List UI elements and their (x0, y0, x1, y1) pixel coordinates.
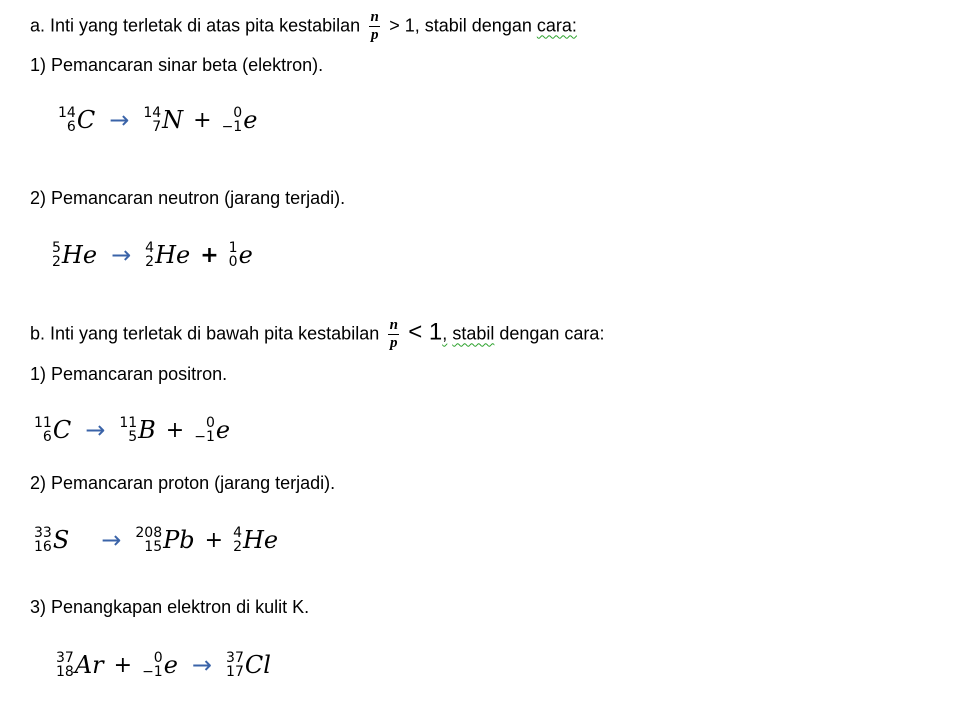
plus-sign: + (165, 417, 185, 443)
section-a-intro: a. Inti yang terletak di atas pita kestabilan (30, 15, 361, 36)
fraction-numerator: n (389, 317, 398, 333)
element-symbol: C (52, 416, 72, 444)
nuclide-product (143, 106, 183, 134)
element-symbol: Cl (244, 651, 271, 679)
section-b-stabil: stabil (452, 323, 495, 344)
atomic-number: 2 (233, 539, 242, 555)
section-b-comma: , (442, 323, 448, 344)
equation-neutron-emission (52, 235, 253, 275)
plus-sign: + (200, 242, 219, 268)
atomic-number: 18 (56, 664, 74, 680)
particle-symbol: e (163, 651, 178, 679)
section-b-item-3: 3) Penangkapan elektron di kulit K. (30, 597, 310, 617)
particle-positron (194, 416, 230, 444)
mass-number: 0 (233, 105, 243, 121)
particle-electron (222, 106, 258, 134)
nuclide-product (226, 651, 271, 679)
element-symbol: N (162, 106, 184, 134)
atomic-number: 15 (144, 539, 163, 555)
atomic-number: −1 (194, 429, 215, 445)
mass-number: 33 (34, 525, 52, 541)
atomic-number: −1 (221, 119, 243, 135)
equation-positron-emission (34, 410, 230, 450)
element-symbol: B (138, 416, 156, 444)
mass-number: 0 (205, 415, 215, 431)
fraction-denominator: p (370, 27, 379, 43)
nuclide-product (145, 241, 190, 269)
section-b-item-2: 2) Pemancaran proton (jarang terjadi). (30, 473, 336, 493)
nuclide-reactant (56, 651, 104, 679)
equation-beta-decay (58, 100, 257, 140)
reaction-arrow-icon: → (109, 106, 130, 134)
mass-number: 208 (135, 525, 163, 541)
particle-neutron (229, 241, 253, 269)
mass-number: 11 (119, 415, 138, 431)
mass-number: 1 (228, 240, 238, 256)
element-symbol: He (61, 241, 98, 269)
particle-symbol: e (238, 241, 253, 269)
section-a-item-2: 2) Pemancaran neutron (jarang terjadi). (30, 188, 346, 208)
fraction-denominator: p (389, 335, 398, 351)
atomic-number: 2 (145, 254, 155, 270)
section-b-rest: dengan cara: (499, 323, 605, 344)
fraction-numerator: n (370, 9, 379, 25)
reaction-arrow-icon: → (191, 651, 213, 679)
atomic-number: 6 (66, 119, 76, 135)
element-symbol: He (243, 526, 279, 554)
reaction-arrow-icon: → (111, 241, 132, 269)
mass-number: 4 (145, 240, 155, 256)
atomic-number: −1 (142, 664, 163, 680)
nuclide-reactant (34, 416, 71, 444)
atomic-number: 0 (228, 254, 238, 270)
nuclide-reactant (58, 106, 95, 134)
section-a-condition: > 1, stabil dengan (389, 15, 532, 36)
element-symbol: He (155, 241, 191, 269)
mass-number: 4 (233, 525, 242, 541)
mass-number: 0 (153, 650, 163, 666)
atomic-number: 5 (128, 429, 138, 445)
equation-proton-emission (34, 520, 278, 560)
mass-number: 5 (52, 240, 61, 256)
element-symbol: S (52, 526, 70, 554)
atomic-number: 17 (226, 664, 244, 680)
element-symbol: C (76, 106, 96, 134)
section-b-item-1: 1) Pemancaran positron. (30, 364, 228, 384)
section-a-cara: cara: (536, 15, 577, 36)
nuclide-reactant (52, 241, 97, 269)
section-b-intro: b. Inti yang terletak di bawah pita kestabilan (30, 323, 380, 344)
nuclide-reactant (34, 526, 69, 554)
section-b-heading (30, 318, 604, 351)
n-over-p-fraction (388, 318, 399, 351)
section-a-heading (30, 10, 577, 43)
reaction-arrow-icon: → (101, 526, 122, 554)
plus-sign: + (113, 652, 133, 678)
section-a-item-1: 1) Pemancaran sinar beta (elektron). (30, 55, 324, 75)
element-symbol: Ar (74, 651, 104, 679)
mass-number: 11 (34, 415, 52, 431)
equation-electron-capture (56, 645, 271, 685)
nuclide-product (119, 416, 155, 444)
plus-sign: + (204, 527, 224, 553)
atomic-number: 2 (52, 254, 61, 270)
atomic-number: 6 (42, 429, 52, 445)
plus-sign: + (193, 107, 212, 133)
n-over-p-fraction (369, 10, 380, 43)
atomic-number: 16 (34, 539, 52, 555)
mass-number: 14 (143, 105, 162, 121)
particle-symbol: e (215, 416, 231, 444)
particle-alpha (233, 526, 278, 554)
particle-electron (142, 651, 178, 679)
mass-number: 37 (56, 650, 74, 666)
atomic-number: 7 (152, 119, 162, 135)
element-symbol: Pb (163, 526, 195, 554)
section-b-less-than-one: < 1 (408, 318, 443, 346)
reaction-arrow-icon: → (85, 416, 106, 444)
mass-number: 14 (58, 105, 76, 121)
particle-symbol: e (243, 106, 258, 134)
mass-number: 37 (226, 650, 244, 666)
nuclide-product (135, 526, 194, 554)
